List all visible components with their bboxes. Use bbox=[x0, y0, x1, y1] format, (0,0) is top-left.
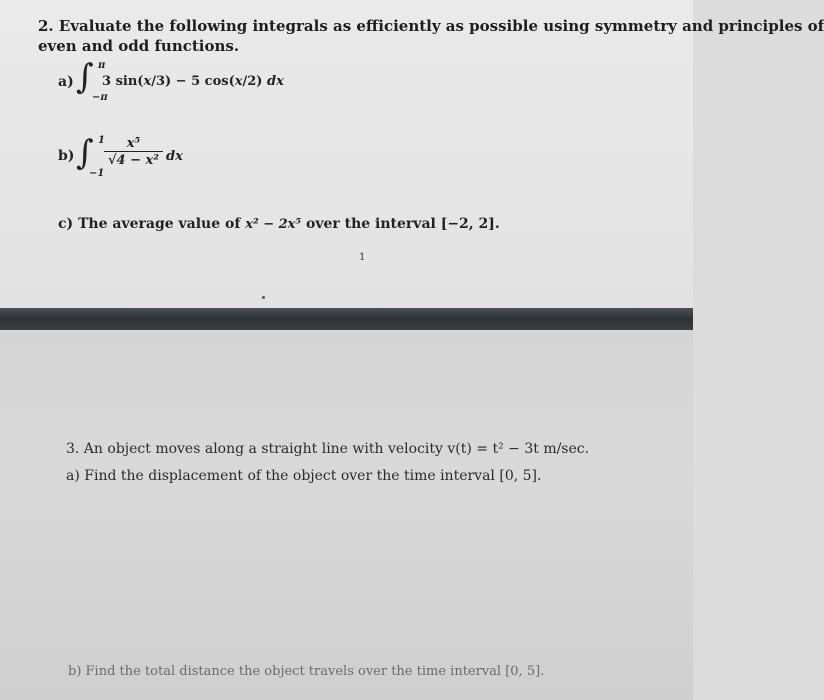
q2-b-dx: dx bbox=[166, 149, 183, 164]
q2-c-expression: x² − 2x⁵ bbox=[245, 217, 302, 232]
q2-header-line2: even and odd functions. bbox=[38, 37, 240, 55]
q2-a-upper-limit: π bbox=[98, 60, 106, 71]
q2-part-b-label: b) bbox=[58, 148, 75, 164]
q3-header: 3. An object moves along a straight line with velocity v(t) = t² − 3t m/sec. bbox=[66, 441, 590, 457]
page-gap-shadow bbox=[0, 308, 693, 330]
q2-b-lower-limit: −1 bbox=[89, 168, 105, 179]
integral-sign-a: ∫ bbox=[76, 57, 94, 97]
q2-b-numerator: x⁵ bbox=[126, 136, 141, 151]
q2-b-denominator: √4 − x² bbox=[104, 151, 163, 168]
speck-mark bbox=[262, 296, 265, 299]
q2-part-c-text: The average value of x² − 2x⁵ over the interval [−2, 2]. bbox=[78, 216, 500, 232]
q2-b-upper-limit: 1 bbox=[98, 135, 105, 146]
q2-b-fraction bbox=[104, 136, 163, 168]
q3-part-a: a) Find the displacement of the object over the time interval [0, 5]. bbox=[66, 468, 542, 484]
q3-part-b: b) Find the total distance the object travels over the time interval [0, 5]. bbox=[68, 664, 545, 679]
page-number: 1 bbox=[359, 252, 366, 263]
q2-part-c-label: c) bbox=[58, 216, 74, 232]
q2-header-line1: 2. Evaluate the following integrals as efficiently as possible using symmetry and principles of bbox=[38, 17, 824, 35]
integral-sign-b: ∫ bbox=[76, 133, 94, 173]
q2-a-lower-limit: −π bbox=[92, 92, 108, 103]
q2-a-integrand: 3 sin(x/3) − 5 cos(x/2) dx bbox=[102, 74, 284, 89]
worksheet-page-bottom bbox=[0, 330, 693, 700]
q2-part-a-label: a) bbox=[58, 74, 74, 90]
